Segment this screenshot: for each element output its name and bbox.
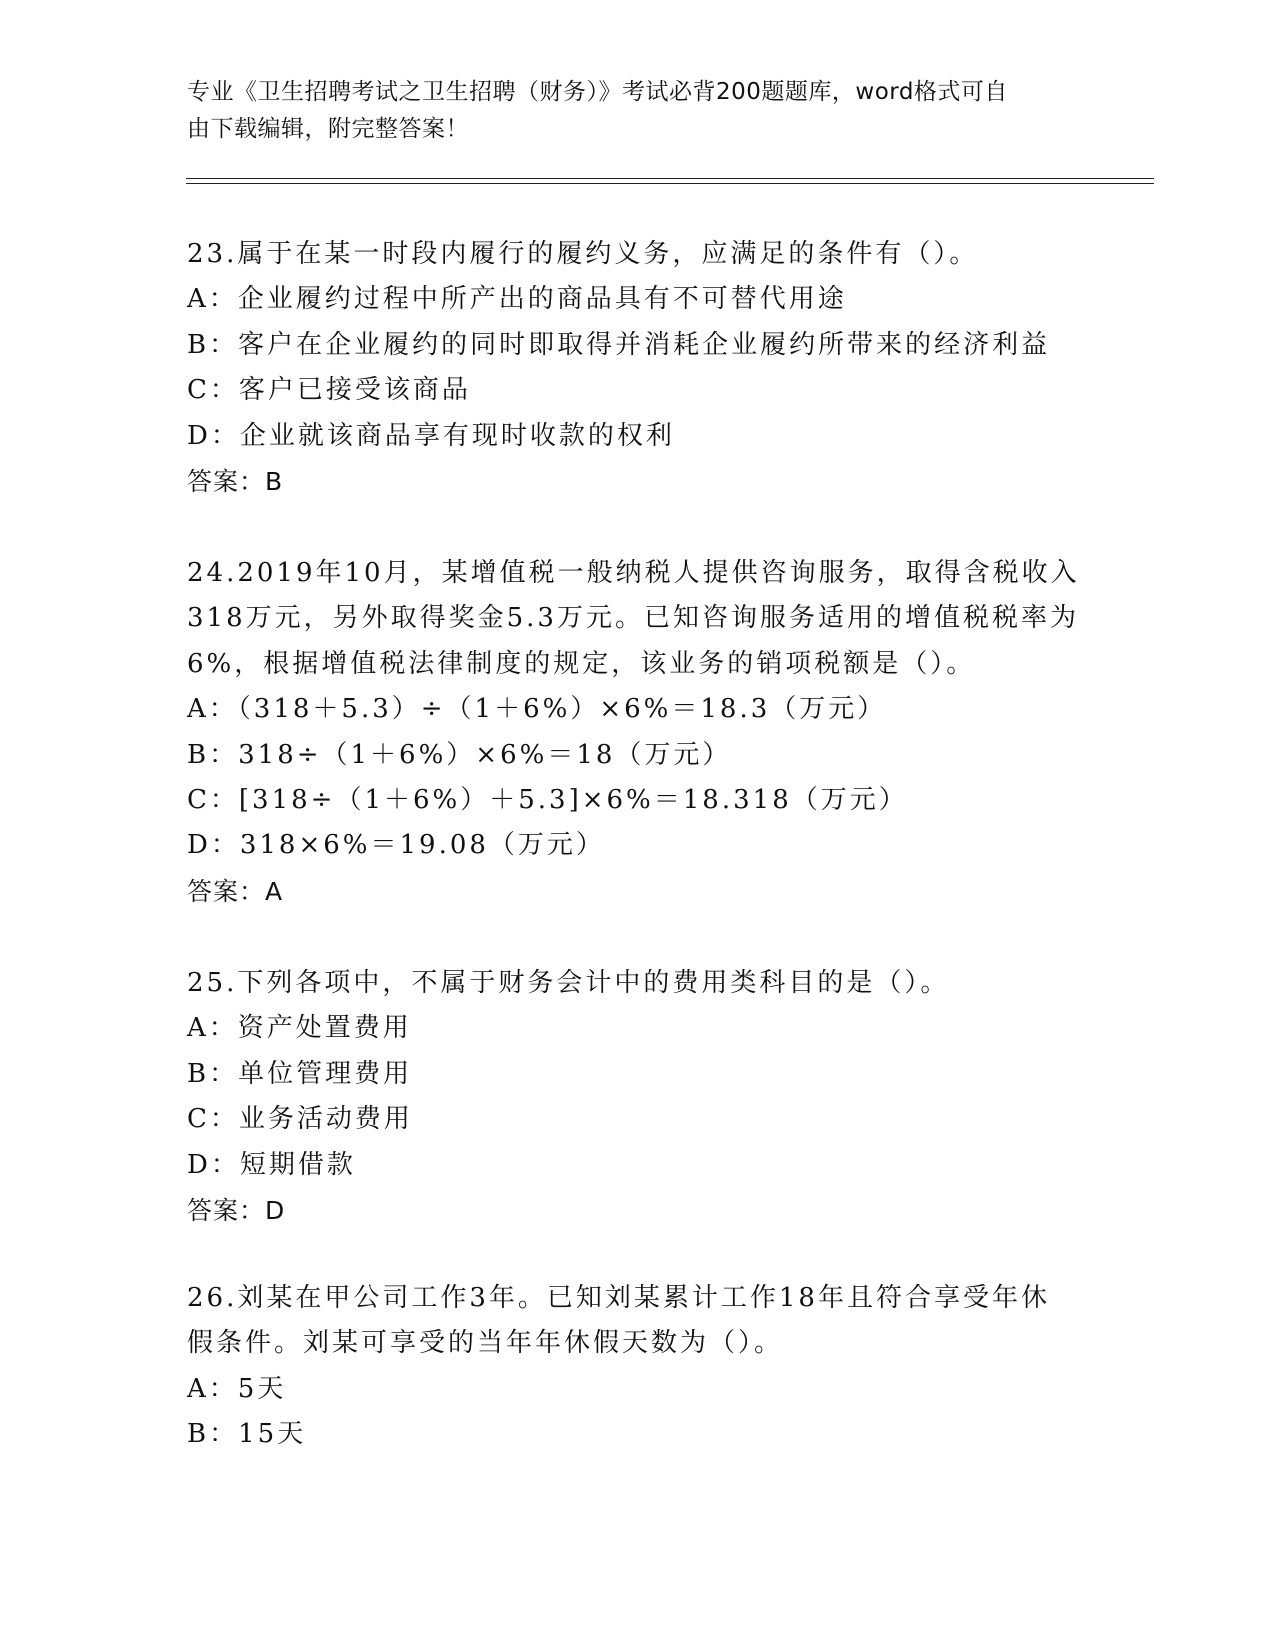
question-stem: 6%，根据增值税法律制度的规定，该业务的销项税额是（）。 xyxy=(187,648,976,679)
question-23 xyxy=(187,232,1087,504)
question-stem: 318万元，另外取得奖金5.3万元。已知咨询服务适用的增值税税率为 xyxy=(187,603,1079,634)
question-25 xyxy=(187,961,1087,1233)
option-b: B：客户在企业履约的同时即取得并消耗企业履约所带来的经济利益 xyxy=(187,329,1051,360)
question-stem: 假条件。刘某可享受的当年年休假天数为（）。 xyxy=(187,1328,784,1359)
question-stem: 26.刘某在甲公司工作3年。已知刘某累计工作18年且符合享受年休 xyxy=(187,1283,1050,1313)
option-a: A：企业履约过程中所产出的商品具有不可替代用途 xyxy=(187,284,847,315)
option-d: D：318×6%＝19.08（万元） xyxy=(187,830,605,861)
header-divider xyxy=(186,178,1154,179)
answer-line: 答案：B xyxy=(187,466,284,496)
question-26 xyxy=(187,1276,1087,1458)
header-divider xyxy=(186,183,1154,184)
option-a: A：资产处置费用 xyxy=(187,1013,412,1044)
answer-line: 答案：D xyxy=(187,1195,286,1225)
option-d: D：短期借款 xyxy=(187,1149,356,1180)
option-c: C：业务活动费用 xyxy=(187,1104,413,1135)
question-24 xyxy=(187,551,1087,914)
option-a: A：（318＋5.3）÷（1＋6%）×6%＝18.3（万元） xyxy=(187,694,887,725)
option-b: B：318÷（1＋6%）×6%＝18（万元） xyxy=(187,739,732,770)
option-b: B：15天 xyxy=(187,1419,307,1450)
question-stem: 24.2019年10月，某增值税一般纳税人提供咨询服务，取得含税收入 xyxy=(187,558,1080,588)
option-c: C：[318÷（1＋6%）＋5.3]×6%＝18.318（万元） xyxy=(187,784,908,815)
header-line: 由下载编辑，附完整答案！ xyxy=(187,116,469,142)
option-d: D：企业就该商品享有现时收款的权利 xyxy=(187,420,675,451)
question-stem: 25.下列各项中，不属于财务会计中的费用类科目的是（）。 xyxy=(187,968,950,998)
document-header xyxy=(187,74,1067,148)
header-line: 专业《卫生招聘考试之卫生招聘（财务）》考试必背200题题库，word格式可自 xyxy=(187,79,1008,105)
option-b: B：单位管理费用 xyxy=(187,1058,413,1089)
option-c: C：客户已接受该商品 xyxy=(187,375,471,406)
question-stem: 23.属于在某一时段内履行的履约义务，应满足的条件有（）。 xyxy=(187,239,979,269)
answer-line: 答案：A xyxy=(187,876,284,906)
option-a: A：5天 xyxy=(187,1373,287,1404)
